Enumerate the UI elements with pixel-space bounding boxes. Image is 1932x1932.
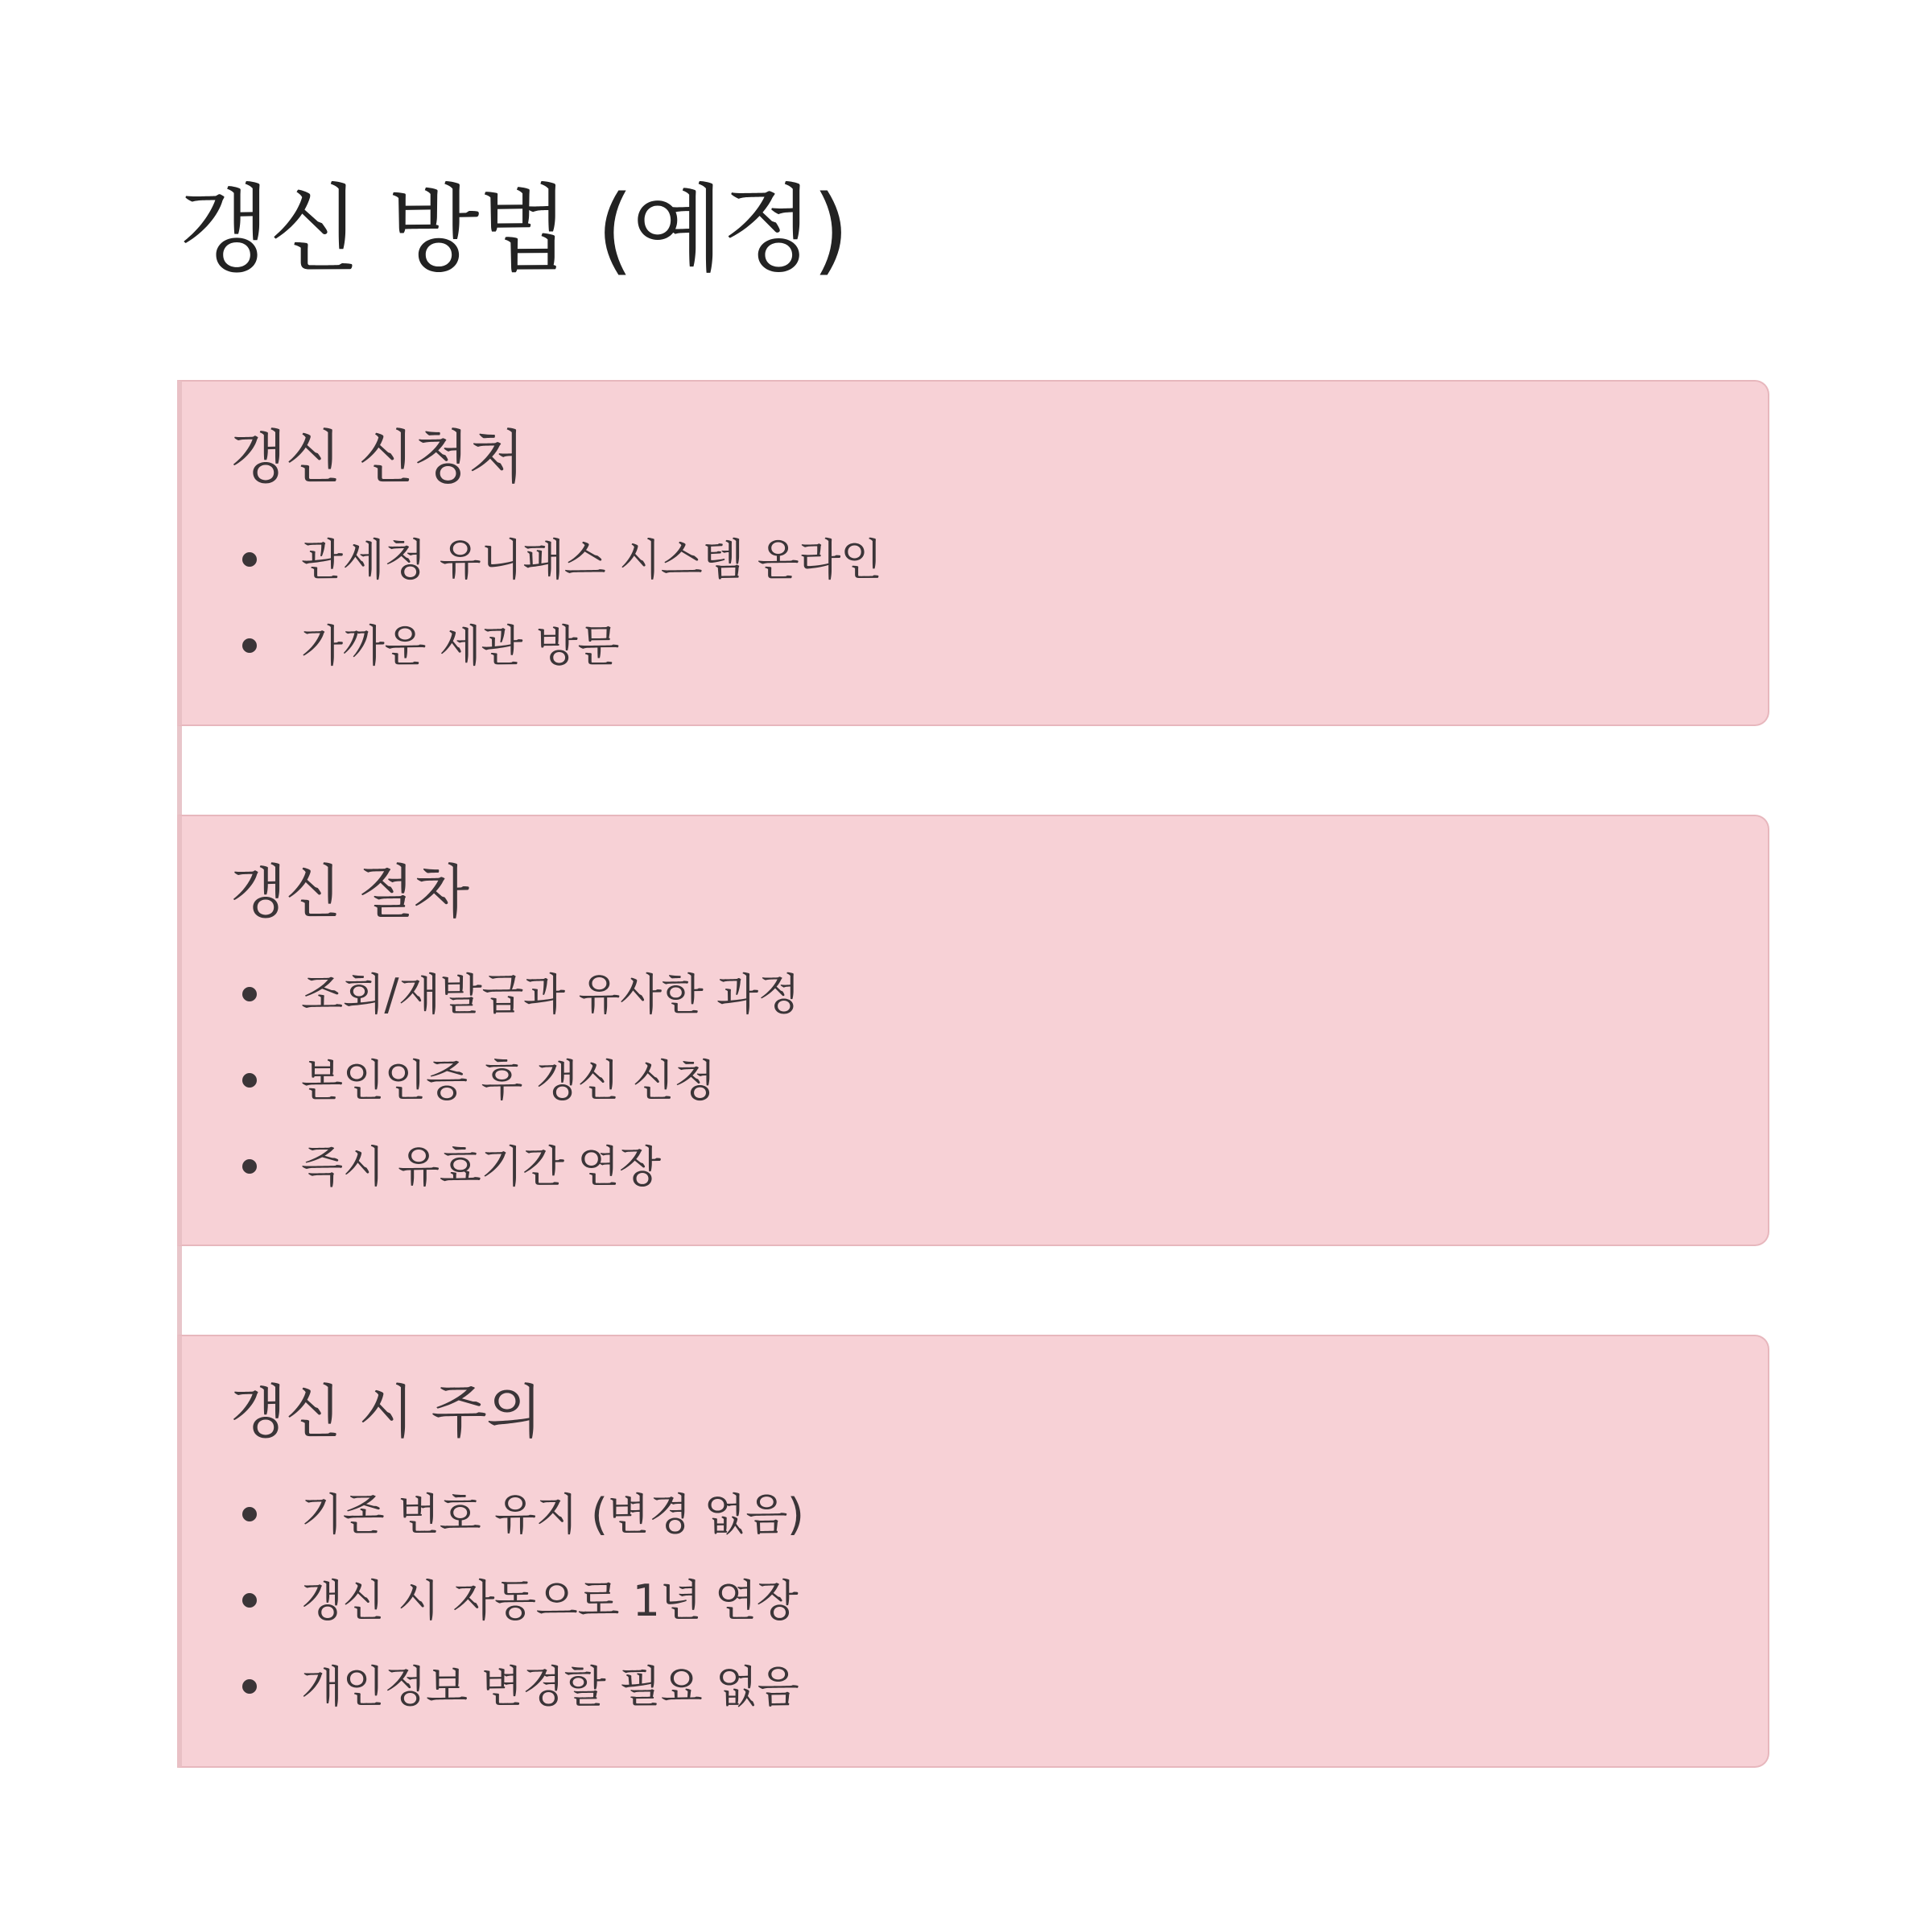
list-item-text: 가까운 세관 방문 (301, 621, 619, 671)
section-list (230, 517, 882, 689)
section-card-renewal-procedure (177, 815, 1769, 1246)
list-item-text: 본인인증 후 갱신 신청 (301, 1055, 716, 1106)
section-card-application-location (177, 380, 1769, 726)
bullet-icon (242, 1073, 257, 1088)
list-item-text: 갱신 시 자동으로 1년 연장 (301, 1575, 799, 1626)
list-item-text: 관세청 유니패스 시스템 온라인 (301, 535, 882, 585)
bullet-icon (242, 1679, 257, 1694)
list-item-text: 기존 번호 유지 (변경 없음) (301, 1489, 804, 1540)
section-list (230, 1472, 803, 1730)
list-item (230, 1472, 803, 1558)
section-list (230, 952, 799, 1210)
page-title: 갱신 방법 (예정) (179, 174, 848, 285)
bullet-icon (242, 1507, 257, 1521)
list-item (230, 1038, 799, 1124)
bullet-icon (242, 552, 257, 567)
bullet-icon (242, 987, 257, 1001)
list-item (230, 952, 799, 1038)
section-title: 갱신 신청처 (230, 423, 524, 491)
renewal-timeline (177, 380, 1771, 1768)
list-item-text: 개인정보 변경할 필요 없음 (301, 1662, 799, 1712)
list-item (230, 1124, 799, 1210)
section-title: 갱신 시 주의 (230, 1378, 542, 1446)
list-item (230, 603, 882, 689)
section-card-renewal-cautions (177, 1335, 1769, 1768)
list-item (230, 1644, 803, 1730)
bullet-icon (242, 1593, 257, 1608)
bullet-icon (242, 1159, 257, 1174)
section-title: 갱신 절차 (230, 858, 469, 926)
list-item (230, 517, 882, 603)
list-item-text: 즉시 유효기간 연장 (301, 1141, 661, 1192)
list-item (230, 1558, 803, 1644)
bullet-icon (242, 638, 257, 653)
list-item-text: 조회/재발급과 유사한 과정 (301, 969, 800, 1020)
